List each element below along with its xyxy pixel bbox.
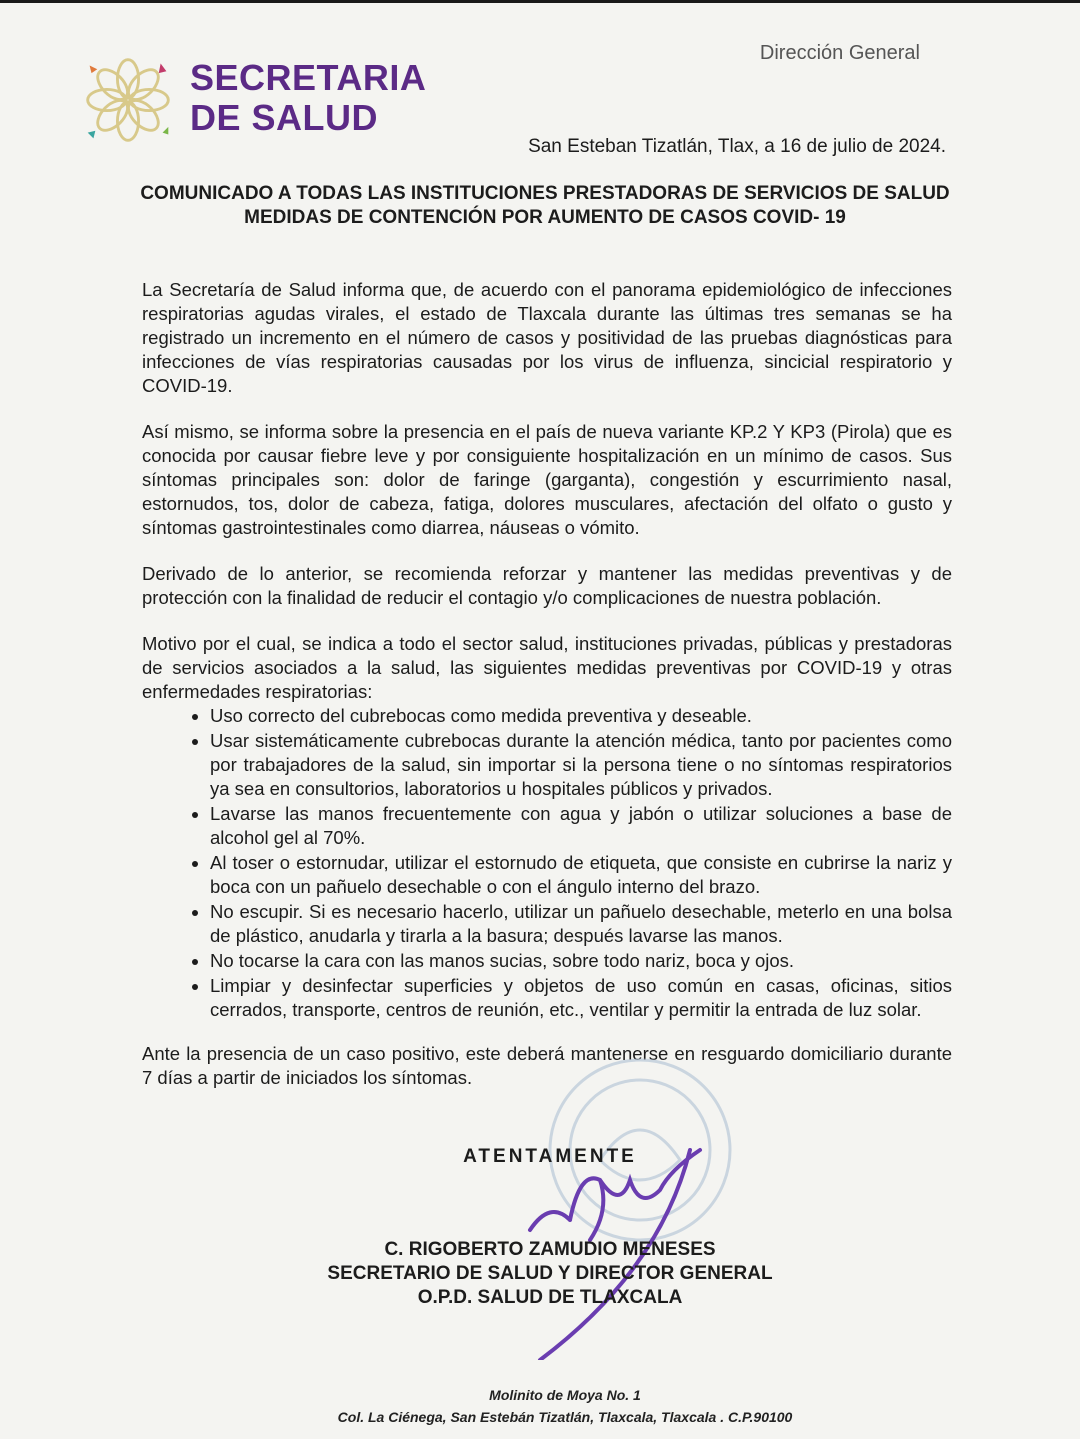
top-border [0, 0, 1080, 3]
flower-logo-icon [80, 52, 176, 148]
signer-block [300, 1238, 800, 1310]
heading-line-1: COMUNICADO A TODAS LAS INSTITUCIONES PRESTADORAS DE SERVICIOS DE SALUD [140, 183, 950, 204]
closing-paragraph: Ante la presencia de un caso positivo, este deberá mantenerse en resguardo domiciliario durante 7 días a partir de iniciados los síntomas. [142, 1043, 952, 1088]
list-item: • No tocarse la cara con las manos sucias, sobre todo nariz, boca y ojos. [210, 949, 952, 973]
list-item: • Lavarse las manos frecuentemente con agua y jabón o utilizar soluciones a base de alcohol gel al 70%. [210, 802, 952, 850]
signer-org: O.P.D. SALUD DE TLAXCALA [417, 1287, 683, 1308]
paragraph: Derivado de lo anterior, se recomienda reforzar y mantener las medidas preventivas y de protección con la finalidad de reducir el contagio y/o complicaciones de nuestra población. [142, 563, 952, 608]
logo-wordmark [190, 58, 426, 138]
paragraph: La Secretaría de Salud informa que, de acuerdo con el panorama epidemiológico de infecciones respiratorias agudas virales, el estado de Tlaxcala durante las últimas tres semanas se ha registrado un incremento en el número de casos y positividad de las pruebas diagnósticas para infecciones de vías respiratorias causadas por los virus de influenza, sincicial respiratorio y COVID-19. [142, 279, 952, 396]
signer-role: SECRETARIO DE SALUD Y DIRECTOR GENERAL [327, 1263, 773, 1284]
document-body [142, 278, 952, 1112]
footer-line-2: Col. La Ciénega, San Estebán Tizatlán, Tlaxcala, Tlaxcala . C.P.90100 [337, 1409, 793, 1425]
logo-line-1: SECRETARIA [190, 57, 427, 98]
date-line: San Esteban Tizatlán, Tlax, a 16 de julio de 2024. [528, 136, 946, 157]
list-item: • Usar sistemáticamente cubrebocas durante la atención médica, tanto por pacientes como por trabajadores de la salud, sin importar si la persona tiene o no síntomas respiratorios ya sea en consultorios, laboratorios u hospitales públicos y privados. [210, 729, 952, 801]
signer-name: C. RIGOBERTO ZAMUDIO MENESES [384, 1239, 716, 1260]
list-item: • No escupir. Si es necesario hacerlo, utilizar un pañuelo desechable, meterlo en una bolsa de plástico, anudarla y tirarla a la basura; después lavarse las manos. [210, 900, 952, 948]
document-heading [140, 182, 950, 230]
paragraph: Así mismo, se informa sobre la presencia en el país de nueva variante KP.2 Y KP3 (Pirola) que es conocida por causar fiebre leve y por consiguiente hospitalización en un mínimo de casos. Sus síntomas principales son: dolor de faringe (garganta), congestión y escurrimiento nasal, estornudos, tos, dolor de cabeza, fatiga, dolores musculares, afectación del olfato o gusto y síntomas gastrointestinales como diarrea, náuseas o vómito. [142, 421, 952, 538]
heading-line-2: MEDIDAS DE CONTENCIÓN POR AUMENTO DE CASOS COVID- 19 [244, 207, 846, 228]
logo-line-2: DE SALUD [190, 97, 379, 138]
footer-address [200, 1384, 930, 1428]
list-item: • Al toser o estornudar, utilizar el estornudo de etiqueta, que consiste en cubrirse la nariz y boca con un pañuelo desechable o con el ángulo interno del brazo. [210, 851, 952, 899]
signoff: ATENTAMENTE [463, 1146, 637, 1167]
list-item: • Limpiar y desinfectar superficies y objetos de uso común en casas, oficinas, sitios cerrados, transporte, centros de reunión, etc., ventilar y permitir la entrada de luz solar. [210, 974, 952, 1022]
measures-list [142, 704, 952, 1022]
footer-line-1: Molinito de Moya No. 1 [489, 1387, 641, 1403]
department-label: Dirección General [759, 42, 920, 64]
paragraph: Motivo por el cual, se indica a todo el sector salud, instituciones privadas, públicas y prestadoras de servicios asociados a la salud, las siguientes medidas preventivas por COVID-19 y otras enfermedades respiratorias: [142, 633, 952, 702]
list-item: • Uso correcto del cubrebocas como medida preventiva y deseable. [210, 704, 952, 728]
